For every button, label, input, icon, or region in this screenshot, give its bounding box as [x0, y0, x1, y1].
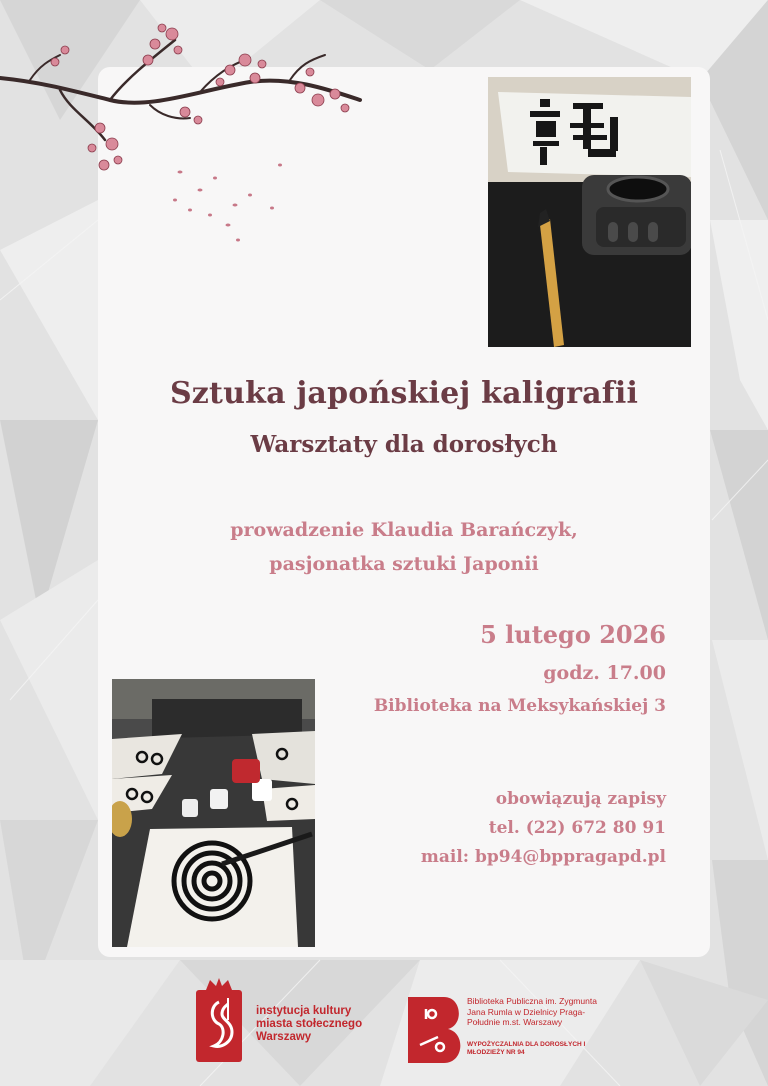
event-title: Sztuka japońskiej kaligrafii: [169, 376, 639, 411]
library-branch: WYPOŻYCZALNIA DLA DOROSŁYCH I MŁODZIEŻY NR 94: [467, 1041, 586, 1056]
event-date: 5 lutego 2026: [480, 620, 666, 649]
event-venue: Biblioteka na Meksykańskiej 3: [373, 696, 666, 716]
leader-line-1: prowadzenie Klaudia Barańczyk,: [230, 519, 578, 541]
event-time: godz. 17.00: [543, 662, 666, 684]
cherry-blossom-branch-icon: [0, 20, 370, 250]
contact-phone: tel. (22) 672 80 91: [488, 818, 666, 838]
registration-note: obowiązują zapisy: [495, 789, 666, 809]
institution-caption: instytucja kultury miasta stołecznego Warszawy: [256, 1005, 363, 1043]
calligraphy-photo: [488, 77, 691, 347]
contact-email: mail: bp94@bppragapd.pl: [420, 847, 666, 867]
event-subtitle: Warsztaty dla dorosłych: [250, 431, 558, 458]
library-name: Biblioteka Publiczna im. Zygmunta Jana Rumla w Dzielnicy Praga-Południe m.st. Warszawy: [467, 996, 597, 1027]
leader-line-2: pasjonatka sztuki Japonii: [269, 553, 539, 575]
workshop-photo: [112, 679, 315, 947]
